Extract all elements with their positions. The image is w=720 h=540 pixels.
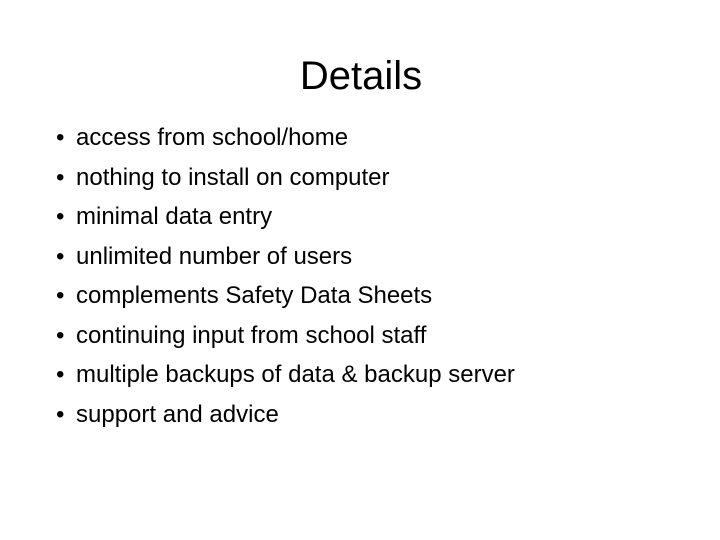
list-item bbox=[56, 118, 515, 158]
slide-title-text: Details bbox=[299, 54, 423, 98]
slide-title bbox=[0, 52, 720, 100]
list-item-text: minimal data entry bbox=[76, 203, 273, 230]
bullet-icon: • bbox=[56, 242, 65, 270]
list-item bbox=[56, 197, 515, 237]
list-item bbox=[56, 316, 515, 356]
list-item bbox=[56, 158, 515, 198]
bullet-icon: • bbox=[56, 282, 65, 309]
list-item-text: multiple backups of data & backup server bbox=[76, 361, 515, 388]
list-item-text: unlimited number of users bbox=[76, 242, 353, 270]
bullet-icon: • bbox=[56, 124, 65, 151]
bullet-icon: • bbox=[56, 361, 65, 388]
bullet-icon: • bbox=[56, 400, 65, 428]
list-item-text: support and advice bbox=[76, 400, 279, 428]
list-item-text: access from school/home bbox=[76, 124, 349, 151]
bullet-list bbox=[56, 118, 515, 434]
list-item-text: continuing input from school staff bbox=[76, 321, 427, 349]
list-item bbox=[56, 395, 515, 435]
list-item bbox=[56, 355, 515, 395]
bullet-icon: • bbox=[56, 163, 65, 191]
list-item bbox=[56, 276, 515, 316]
bullet-icon: • bbox=[56, 321, 65, 349]
list-item bbox=[56, 237, 515, 277]
bullet-icon: • bbox=[56, 203, 65, 230]
list-item-text: complements Safety Data Sheets bbox=[76, 282, 433, 309]
list-item-text: nothing to install on computer bbox=[76, 163, 390, 191]
